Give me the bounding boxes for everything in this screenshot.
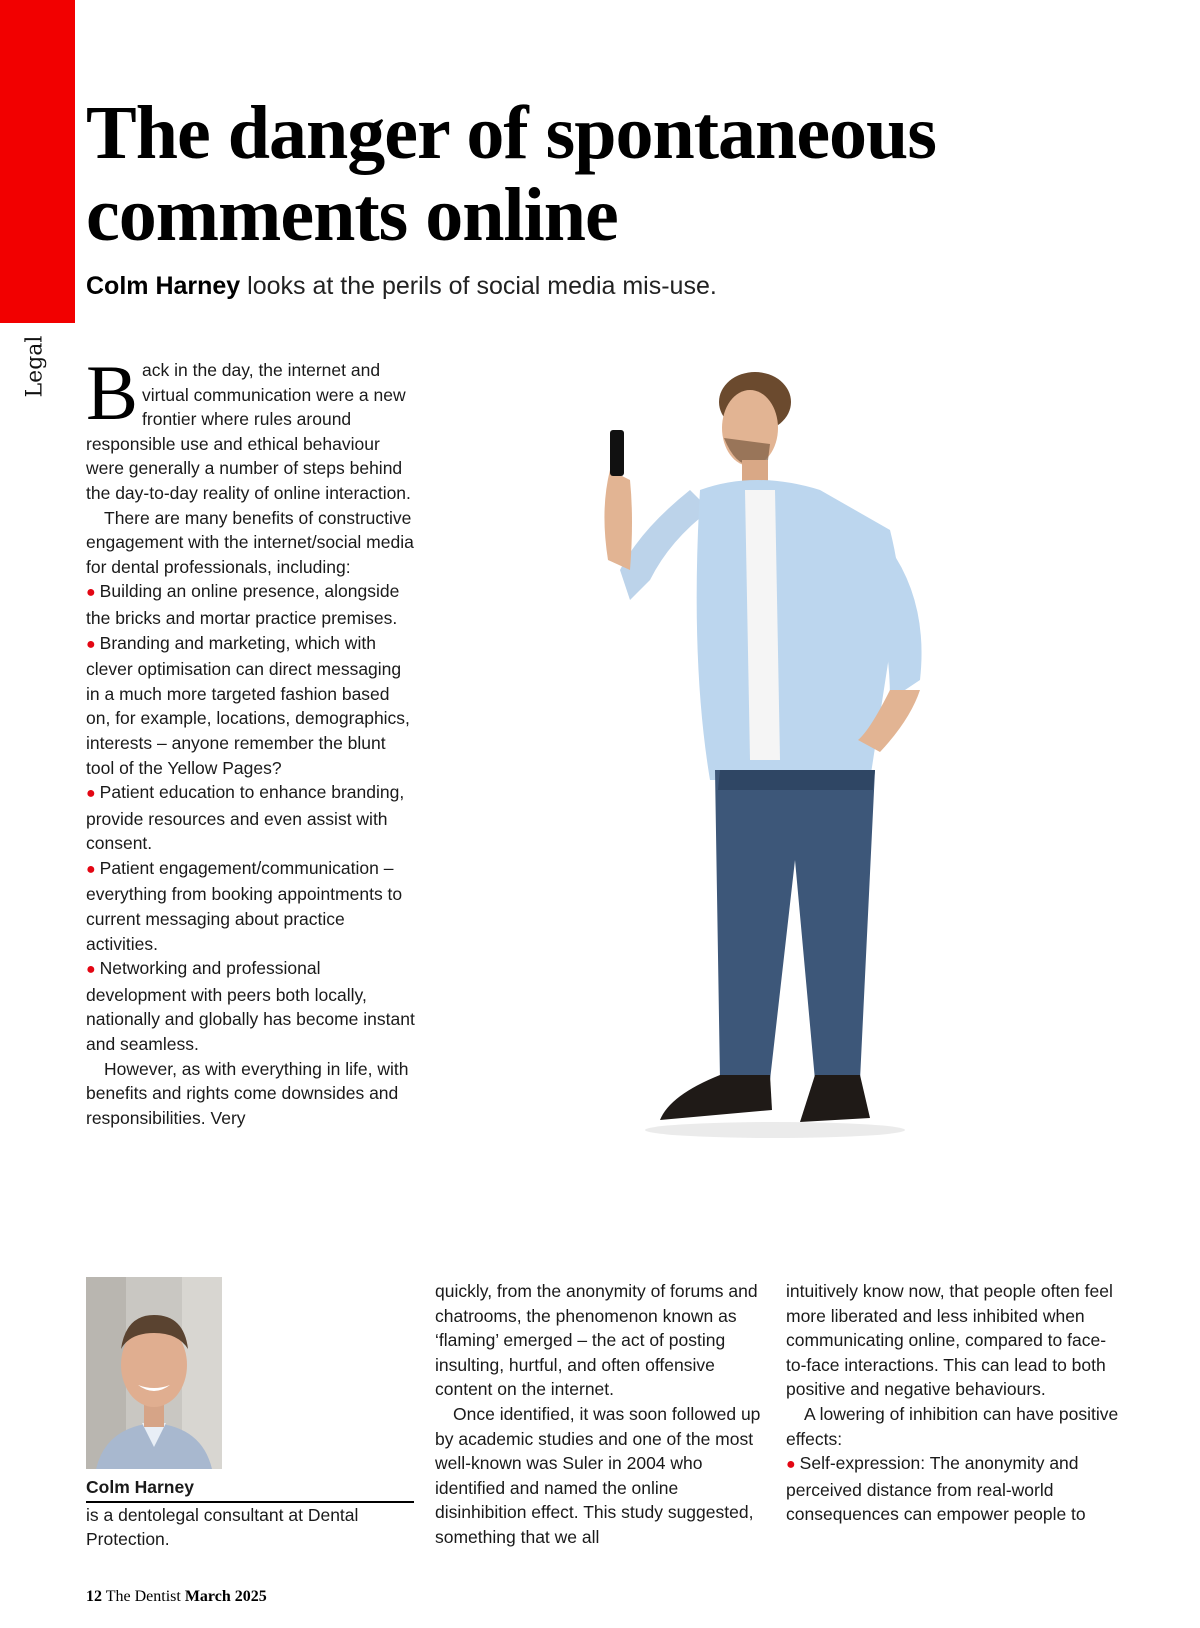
red-dot-bullet-icon: ●	[86, 584, 96, 602]
bullet-text: Self-expression: The anonymity and perceived distance from real-world consequences can empower people to	[786, 1453, 1086, 1525]
downsides-paragraph: However, as with everything in life, with benefits and rights come downsides and responsibilities. Very	[86, 1058, 409, 1128]
disinhibition-paragraph: intuitively know now, that people often feel more liberated and less inhibited when communicating online, compared to face-to-face interactions. This can lead to both positive and negative behaviours.	[786, 1281, 1113, 1400]
standfirst-text: looks at the perils of social media mis-use.	[240, 272, 717, 300]
bullet-item	[86, 856, 416, 956]
red-dot-bullet-icon: ●	[86, 961, 96, 979]
benefits-paragraph: There are many benefits of constructive engagement with the internet/social media for dental professionals, including:	[86, 507, 414, 577]
red-dot-bullet-icon: ●	[86, 860, 96, 878]
red-accent-bar	[0, 0, 75, 323]
standfirst-author: Colm Harney	[86, 272, 241, 300]
byline-name: Colm Harney	[86, 1475, 414, 1503]
page-footer	[86, 1588, 267, 1606]
bullet-text: Patient engagement/communication – everything from booking appointments to current messaging about practice activities.	[86, 857, 403, 954]
article-column-3	[786, 1279, 1121, 1527]
intro-paragraph-text: ack in the day, the internet and virtual communication were a new frontier where rules around responsible use and ethical behaviour were generally a number of steps behind the day-to-day reality of online interaction.	[86, 360, 411, 503]
bullet-text: Patient education to enhance branding, provide resources and even assist with consent.	[86, 782, 405, 854]
article-title	[86, 92, 1146, 256]
man-with-phone-photo	[590, 360, 980, 1170]
red-dot-bullet-icon: ●	[86, 785, 96, 803]
intro-paragraph	[86, 349, 416, 506]
bullet-item	[86, 780, 416, 856]
red-dot-bullet-icon: ●	[86, 635, 96, 653]
issue-date: March 2025	[184, 1588, 267, 1605]
bullet-text: Networking and professional development with peers both locally, nationally and globally has become instant and seamless.	[86, 958, 415, 1055]
drop-cap: B	[86, 349, 139, 436]
positive-effects-paragraph: A lowering of inhibition can have positive effects:	[786, 1403, 1119, 1449]
bullet-item	[86, 956, 416, 1056]
standfirst	[86, 272, 717, 301]
red-dot-bullet-icon: ●	[786, 1456, 796, 1474]
flaming-paragraph: quickly, from the anonymity of forums and chatrooms, the phenomenon known as ‘flaming’ emerged – the act of posting insulting, hurtful, and often offensive content on the internet.	[435, 1281, 758, 1400]
byline-role: is a dentolegal consultant at Dental Protection.	[86, 1505, 359, 1549]
bullet-item	[86, 579, 416, 630]
bullet-text: Building an online presence, alongside the bricks and mortar practice premises.	[86, 581, 400, 628]
bullet-text: Branding and marketing, which with clever optimisation can direct messaging in a much more targeted fashion based on, for example, locations, demographics, interests – anyone remember the blunt tool of the Yellow Pages?	[86, 632, 410, 778]
author-headshot	[86, 1277, 222, 1469]
page-number: 12	[86, 1588, 102, 1605]
article-column-1	[86, 349, 416, 1130]
title-line-1: The danger of spontaneous	[86, 91, 936, 175]
bullet-item	[786, 1451, 1121, 1527]
section-label	[22, 335, 52, 400]
bullet-item	[86, 631, 416, 781]
publication-name: The Dentist	[105, 1588, 181, 1605]
title-line-2: comments online	[86, 173, 618, 257]
section-label-text: Legal	[22, 335, 48, 398]
author-byline	[86, 1475, 414, 1551]
suler-paragraph: Once identified, it was soon followed up by academic studies and one of the most well-known was Suler in 2004 who identified and named the online disinhibition effect. This study suggested, something that we all	[435, 1403, 761, 1547]
article-column-2	[435, 1279, 770, 1550]
